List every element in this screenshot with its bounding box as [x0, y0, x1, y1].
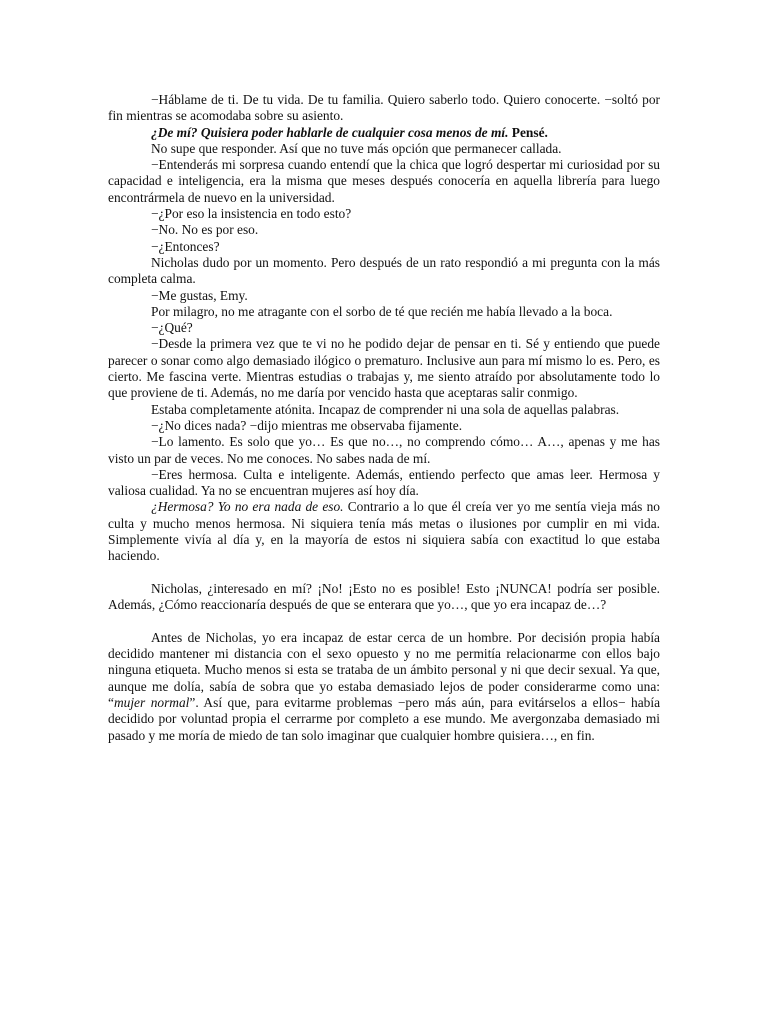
paragraph [108, 581, 660, 614]
paragraph [108, 92, 660, 125]
text-run: −Entenderás mi sorpresa cuando entendí que la chica que logró despertar mi curiosidad por su capacidad e inteligencia, era la misma que meses después conocería en aquella librería para luego encontrármela de nuevo en la universidad. [108, 157, 660, 205]
paragraph [108, 288, 660, 304]
text-run: mujer normal [113, 694, 190, 710]
text-run: ¿Hermosa? Yo no era nada de eso. [151, 499, 344, 515]
text-run: −¿Por eso la insistencia en todo esto? [151, 206, 352, 222]
paragraph [108, 206, 660, 222]
paragraph [108, 320, 660, 336]
paragraph [108, 434, 660, 467]
text-run: −Lo lamento. Es solo que yo… Es que no…, no comprendo cómo… A…, apenas y me has visto un par de veces. No me conoces. No sabes nada de mí. [108, 434, 660, 466]
text-run: Nicholas dudo por un momento. Pero después de un rato respondió a mi pregunta con la más completa calma. [108, 254, 660, 287]
text-run: No supe que responder. Así que no tuve más opción que permanecer callada. [151, 140, 562, 156]
text-run: −¿No dices nada? −dijo mientras me observaba fijamente. [151, 417, 463, 433]
paragraph [108, 336, 660, 401]
text-run: −Eres hermosa. Culta e inteligente. Además, entiendo perfecto que amas leer. Hermosa y valiosa cualidad. Ya no se encuentran mujeres así hoy día. [108, 466, 660, 499]
paragraph [108, 239, 660, 255]
text-run: −¿Entonces? [151, 238, 220, 254]
paragraph [108, 255, 660, 288]
paragraph [108, 157, 660, 206]
text-run: −Háblame de ti. De tu vida. De tu familia. Quiero saberlo todo. Quiero conocerte. −soltó por fin mientras se acomodaba sobre su asiento. [108, 92, 660, 124]
text-run: Pensé. [508, 124, 548, 140]
paragraph [108, 141, 660, 157]
paragraph [108, 630, 660, 744]
text-run: Por milagro, no me atragante con el sorbo de té que recién me había llevado a la boca. [151, 303, 613, 319]
document-page [108, 92, 660, 744]
paragraph [108, 304, 660, 320]
text-run: ¿De mí? Quisiera poder hablarle de cualquier cosa menos de mí. [151, 124, 509, 140]
text-run: Antes de Nicholas, yo era incapaz de estar cerca de un hombre. Por decisión propia había decidido mantener mi distancia con el sexo opuesto y no me permitía relacionarme con ellos bajo ninguna etiqueta. Mucho menos si esta se trataba de un ámbito personal y ni que decir sexual. Ya que, aunque me dolía, sabía de sobra que yo estaba demasiado lejos de poder considerarme como una: “ [108, 629, 660, 710]
text-run: Nicholas, ¿interesado en mí? ¡No! ¡Esto no es posible! Esto ¡NUNCA! podría ser posible. Además, ¿Cómo reaccionaría después de que se enterara que yo…, que yo era incapaz de…? [108, 580, 660, 613]
paragraph [108, 418, 660, 434]
text-run: ”. Así que, para evitarme problemas −pero más aún, para evitárselos a ellos− había decidido por voluntad propia el cerrarme por completo a ese mundo. Me avergonzaba demasiado mi pasado y me moría de miedo de tan solo imaginar que cualquier hombre quisiera…, en fin. [108, 694, 661, 743]
text-run: −Desde la primera vez que te vi no he podido dejar de pensar en ti. Sé y entiendo que puede parecer o sonar como algo demasiado ilógico o prematuro. Inclusive aun para mí mismo lo es. Pero, es cierto. Me fascina verte. Mientras estudias o trabajas y, me siento atraído por absolutamente todo lo que proviene de ti. Además, no me daría por vencido hasta que aceptaras salir conmigo. [108, 336, 660, 401]
text-run: Estaba completamente atónita. Incapaz de comprender ni una sola de aquellas palabras. [151, 401, 620, 417]
paragraph [108, 499, 660, 564]
text-run: −No. No es por eso. [151, 222, 259, 238]
paragraph [108, 467, 660, 500]
paragraph [108, 222, 660, 238]
text-run: Contrario a lo que él creía ver yo me sentía vieja más no culta y mucho menos hermosa. Ni siquiera tenía más metas o ilusiones por cumplir en mi vida. Simplemente vivía al día y, en la mayoría de estos ni siquiera sabía con exactitud lo que estaba haciendo. [108, 499, 660, 564]
paragraph [108, 125, 660, 141]
text-run: −¿Qué? [151, 320, 193, 336]
text-run: −Me gustas, Emy. [151, 287, 248, 303]
paragraph [108, 402, 660, 418]
